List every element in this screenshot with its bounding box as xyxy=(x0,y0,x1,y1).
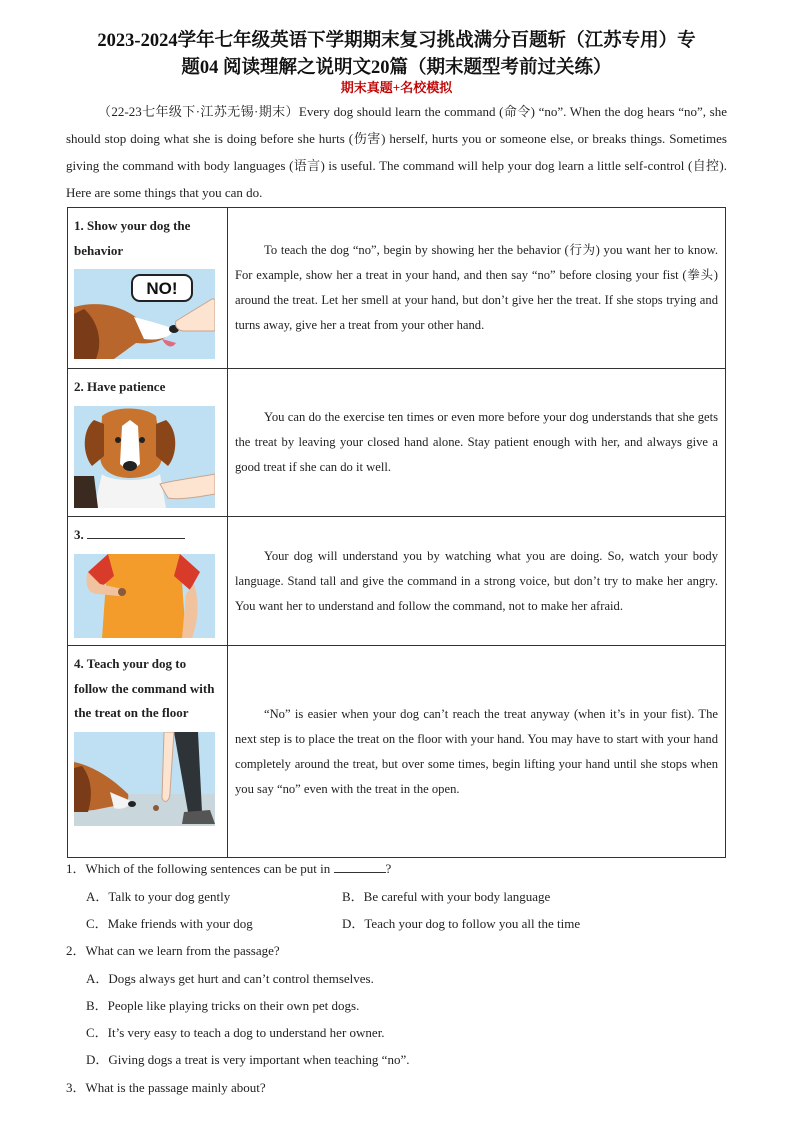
option-d[interactable]: D．Teach your dog to follow you all the time xyxy=(342,916,581,931)
intro-paragraph: （22-23七年级下·江苏无锡·期末）Every dog should learn the command (命令) “no”. When the dog hears “no”, she should stop doing what she is doing before she hurts (伤害) herself, hurts you or someone else, or breaks things. Sometimes giving the command with body languages (语言) is useful. The command will help your dog learn a little self-control (自控). Here are some things that you can do. xyxy=(66,104,727,200)
question-blank xyxy=(334,861,386,873)
step-title: 2. Have patience xyxy=(74,379,166,394)
treat-floor-illustration xyxy=(74,732,215,826)
step-text: “No” is easier when your dog can’t reach the treat anyway (when it’s in your fist). The next step is to place the treat on the floor with your hand. You may have to start with your hand completely around the treat, but over some times, begin lifting your hand until she stops when you say “no” even with the treat in the open. xyxy=(235,706,718,796)
question-3-stem: 3．What is the passage mainly about? xyxy=(66,1080,266,1095)
question-1-stem xyxy=(66,858,391,877)
step-text: To teach the dog “no”, begin by showing her the behavior (行为) you want her to know. For example, show her a treat in your hand, and then say “no” before closing your fist (拳头) around the treat. Let her smell at your hand, but don’t give her the treat. If she stops trying and turns away, give her a treat from your other hand. xyxy=(235,243,718,332)
title-line-2: 题04 阅读理解之说明文20篇（期末题型考前过关练） xyxy=(181,58,612,78)
dog-patience-illustration xyxy=(74,406,215,508)
body-language-illustration xyxy=(74,554,215,638)
answer-blank xyxy=(87,526,185,539)
step-cell xyxy=(68,208,228,369)
document-title xyxy=(60,28,733,82)
step-cell xyxy=(68,646,228,858)
question-stem-end: ? xyxy=(385,861,392,876)
illustration-no-label: NO! xyxy=(146,279,178,298)
dog-no-illustration xyxy=(74,269,215,359)
option-a[interactable]: A．Dogs always get hurt and can’t control themselves. xyxy=(86,971,374,986)
step-title xyxy=(74,523,221,548)
step-title: 1. Show your dog the behavior xyxy=(74,218,191,258)
step-cell xyxy=(228,369,726,517)
step-cell xyxy=(228,208,726,369)
subtitle: 期末真题+名校模拟 xyxy=(340,80,453,95)
table-row xyxy=(68,646,726,858)
step-text: Your dog will understand you by watching what you are doing. So, watch your body language. Stand tall and give the command in a strong voice, but don’t try to make her angry. You want her to understand and follow the command, not to make her afraid. xyxy=(235,548,718,613)
option-b[interactable]: B．Be careful with your body language xyxy=(342,889,551,904)
table-row xyxy=(68,517,726,646)
questions-section xyxy=(66,858,727,1098)
table-row xyxy=(68,369,726,517)
step-cell xyxy=(228,517,726,646)
step-title: 4. Teach your dog to follow the command with the treat on the floor xyxy=(74,656,215,720)
option-b[interactable]: B．People like playing tricks on their own pet dogs. xyxy=(86,998,360,1013)
step-text: You can do the exercise ten times or even more before your dog understands that she gets the treat by leaving your closed hand alone. Stay patient enough with her, and always give a good treat if she can do it well. xyxy=(235,410,718,474)
question-2-stem: 2．What can we learn from the passage? xyxy=(66,943,280,958)
title-line-1: 2023-2024学年七年级英语下学期期末复习挑战满分百题斩（江苏专用）专 xyxy=(97,31,696,51)
question-stem-text: 1．Which of the following sentences can be put in xyxy=(66,861,334,876)
step-cell xyxy=(68,517,228,646)
step-number: 3. xyxy=(74,527,84,542)
table-row xyxy=(68,208,726,369)
step-cell xyxy=(228,646,726,858)
option-c[interactable]: C．Make friends with your dog xyxy=(86,916,253,931)
option-c[interactable]: C．It’s very easy to teach a dog to understand her owner. xyxy=(86,1025,385,1040)
step-cell xyxy=(68,369,228,517)
option-d[interactable]: D．Giving dogs a treat is very important when teaching “no”. xyxy=(86,1052,410,1067)
option-a[interactable]: A．Talk to your dog gently xyxy=(86,889,231,904)
steps-table xyxy=(67,207,726,858)
